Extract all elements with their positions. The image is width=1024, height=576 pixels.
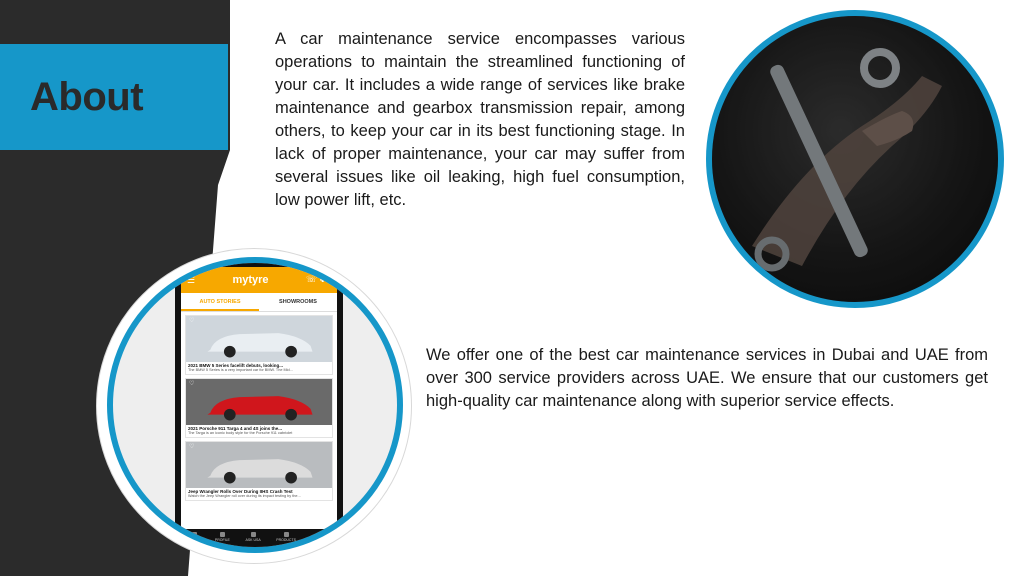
nav-icon bbox=[251, 532, 256, 537]
offer-paragraph: We offer one of the best car maintenance services in Dubai and UAE from over 300 service providers across UAE. We ensure that our customers get high-quality car maintenance along with superior service effects. bbox=[426, 346, 988, 410]
app-tabs bbox=[181, 293, 337, 312]
wrench-hand-illustration bbox=[712, 16, 998, 302]
nav-icon bbox=[220, 532, 225, 537]
story-card[interactable] bbox=[185, 315, 333, 375]
story-image bbox=[186, 442, 332, 488]
story-card[interactable] bbox=[185, 378, 333, 438]
nav-item-ask-usa[interactable] bbox=[246, 532, 261, 542]
story-list bbox=[181, 315, 337, 501]
mechanic-wrench-photo bbox=[706, 10, 1004, 308]
story-image bbox=[186, 379, 332, 425]
app-logo: mytyre bbox=[232, 274, 269, 286]
about-banner bbox=[0, 44, 228, 150]
app-screenshot-circle bbox=[107, 257, 403, 553]
nav-icon bbox=[284, 532, 289, 537]
nav-item-products[interactable] bbox=[276, 532, 296, 542]
nav-label: HOME bbox=[188, 538, 200, 542]
story-image bbox=[186, 316, 332, 362]
car-image bbox=[186, 316, 332, 362]
phone-screen bbox=[181, 267, 337, 545]
car-image bbox=[186, 379, 332, 425]
story-title: 2021 Porsche 911 Targa 4 and 4S joins the... bbox=[188, 426, 282, 431]
app-header bbox=[181, 267, 337, 293]
car-image bbox=[186, 442, 332, 488]
story-card[interactable] bbox=[185, 441, 333, 501]
story-title: Jeep Wrangler Rolls Over During IIHS Crash Test bbox=[188, 489, 293, 494]
nav-item-home[interactable] bbox=[189, 532, 200, 542]
tab-showrooms[interactable]: SHOWROOMS bbox=[279, 299, 317, 305]
story-subtitle: The BMW 5 Series is a very important car for BMW. The Mid... bbox=[188, 368, 293, 372]
nav-label: ASK USA bbox=[245, 538, 261, 542]
intro-paragraph: A car maintenance service encompasses various operations to maintain the streamlined functioning of your car. It includes a wide range of services like brake maintenance and gearbox transmission repair, among others, to keep your car in its best functioning stage. In lack of proper maintenance, your car may suffer from several issues like oil leaking, high fuel consumption, low power lift, etc. bbox=[275, 30, 685, 209]
menu-icon: ☰ bbox=[187, 274, 196, 285]
nav-icon bbox=[192, 532, 197, 537]
heart-icon[interactable]: ♡ bbox=[189, 381, 195, 387]
tab-auto-stories[interactable]: AUTO STORIES bbox=[181, 293, 259, 311]
nav-label: PROFILE bbox=[214, 538, 230, 542]
heart-icon[interactable]: ♡ bbox=[189, 444, 195, 450]
phone-mockup bbox=[175, 261, 343, 551]
story-subtitle: The Targa is an iconic body style for the Porsche 911 cabriolet bbox=[188, 431, 293, 435]
heart-icon[interactable]: ♡ bbox=[189, 318, 195, 324]
app-bottom-nav bbox=[181, 529, 337, 545]
nav-icon bbox=[318, 532, 323, 537]
nav-label: PRODUCTS bbox=[276, 538, 296, 542]
section-title: About bbox=[30, 74, 144, 119]
nav-item-profile[interactable] bbox=[215, 532, 230, 542]
story-subtitle: Watch the Jeep Wrangler roll over during its impact testing by the... bbox=[188, 494, 301, 498]
nav-item-services[interactable] bbox=[312, 532, 330, 542]
story-title: 2021 BMW 5 Series facelift debuts, looking... bbox=[188, 363, 284, 368]
cart-icon: ☏ ⛟ bbox=[305, 274, 331, 284]
nav-label: SERVICES bbox=[311, 538, 330, 542]
